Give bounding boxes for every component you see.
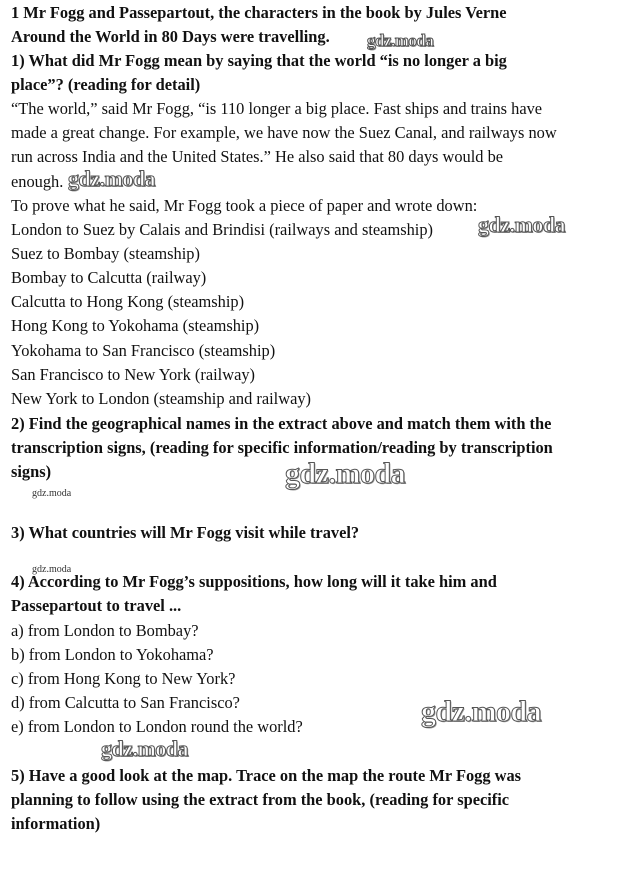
question-4-line-1: 4) According to Mr Fogg’s suppositions, how long will it take him and [11,572,497,591]
intro-line-1: 1 Mr Fogg and Passepartout, the characters in the book by Jules Verne [11,3,507,22]
quote-line-1: “The world,” said Mr Fogg, “is 110 longer a big place. Fast ships and trains have [11,99,543,118]
question-4-option: a) from London to Bombay? [11,621,199,640]
question-4-option: b) from London to Yokohama? [11,645,214,664]
quote-line-2: made a great change. For example, we have now the Suez Canal, and railways now [11,123,557,142]
route-item: London to Suez by Calais and Brindisi (railways and steamship) [11,220,433,239]
quote-line-3: run across India and the United States.” He also said that 80 days would be [11,147,504,166]
watermark: gdz.moda [101,736,189,761]
route-item: Bombay to Calcutta (railway) [11,268,207,287]
question-4-option: c) from Hong Kong to New York? [11,669,236,688]
route-list-intro: To prove what he said, Mr Fogg took a piece of paper and wrote down: [11,196,478,215]
route-item: Hong Kong to Yokohama (steamship) [11,316,260,335]
route-item: New York to London (steamship and railway) [11,389,311,408]
question-4-option: d) from Calcutta to San Francisco? [11,693,240,712]
watermark: gdz.moda [285,457,406,490]
question-5-line-2: planning to follow using the extract from the book, (reading for specific [11,790,510,809]
question-5-line-1: 5) Have a good look at the map. Trace on the map the route Mr Fogg was [11,766,522,785]
watermark: gdz.moda [478,212,566,237]
watermark: gdz.moda [421,695,542,728]
question-5-line-3: information) [11,814,101,833]
question-2-line-1: 2) Find the geographical names in the extract above and match them with the [11,414,552,433]
intro-line-2: Around the World in 80 Days were travelling. [11,27,330,46]
route-item: Suez to Bombay (steamship) [11,244,200,263]
watermark: gdz.moda [367,31,434,50]
question-1-line-1: 1) What did Mr Fogg mean by saying that the world “is no longer a big [11,51,507,70]
route-item: Yokohama to San Francisco (steamship) [11,341,276,360]
question-2-line-3: signs) [11,462,52,481]
watermark: gdz.moda [32,564,72,575]
question-3: 3) What countries will Mr Fogg visit while travel? [11,523,360,542]
question-1-line-2: place”? (reading for detail) [11,75,201,94]
watermark: gdz.moda [68,166,156,191]
watermark: gdz.moda [32,488,72,499]
question-4-option: e) from London to London round the world? [11,717,303,736]
route-item: San Francisco to New York (railway) [11,365,255,384]
question-4-line-2: Passepartout to travel ... [11,596,182,615]
route-item: Calcutta to Hong Kong (steamship) [11,292,245,311]
question-2-line-2: transcription signs, (reading for specific information/reading by transcription [11,438,553,457]
quote-line-4: enough. [11,172,64,191]
